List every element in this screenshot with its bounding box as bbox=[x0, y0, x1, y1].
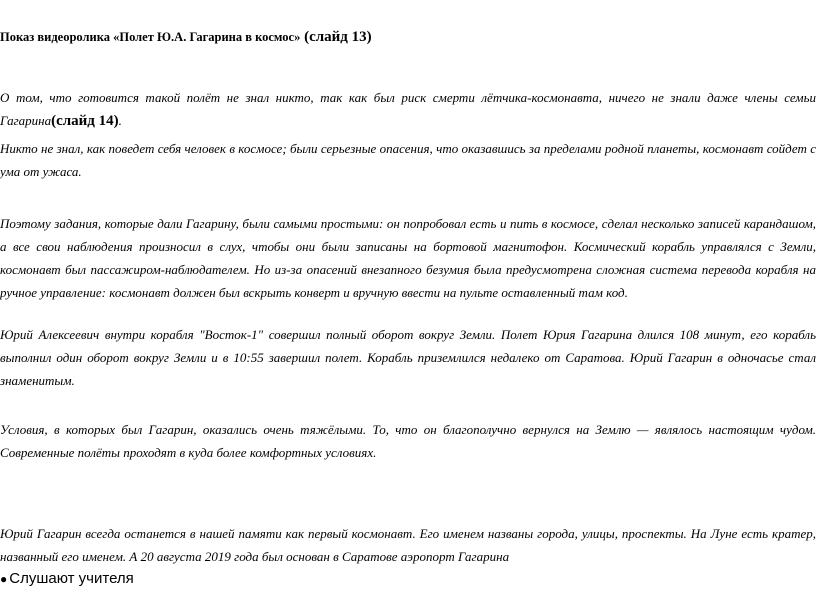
paragraph-conditions: Условия, в которых был Гагарин, оказались очень тяжёлыми. То, что он благополучно вернулся на Землю — являлось настоящим чудом. Современные полёты проходят в куда более комфортных условиях. bbox=[0, 422, 816, 460]
bullet-text: Слушают учителя bbox=[9, 570, 134, 587]
page-heading bbox=[0, 29, 816, 46]
paragraph-text: О том, что готовится такой полёт не знал никто, так как был риск смерти лётчика-космонавта, ничего не знали даже члены семьи Гагарина bbox=[0, 90, 816, 128]
bullet-item bbox=[0, 570, 816, 587]
paragraph-fear: Никто не знал, как поведет себя человек в космосе; были серьезные опасения, что оказавшись за пределами родной планеты, космонавт сойдет с ума от ужаса. bbox=[0, 141, 816, 179]
paragraph-end: . bbox=[118, 113, 122, 128]
paragraph-secrecy bbox=[0, 86, 816, 133]
paragraph-flight: Юрий Алексеевич внутри корабля "Восток-1" совершил полный оборот вокруг Земли. Полет Юрия Гагарина длился 108 минут, его корабль выполнил один оборот вокруг Земли и в 10:55 завершил полет. Корабль приземлился недалеко от Саратова. Юрий Гагарин в одночасье стал знаменитым. bbox=[0, 327, 816, 388]
paragraph-memory: Юрий Гагарин всегда останется в нашей памяти как первый космонавт. Его именем названы города, улицы, проспекты. На Луне есть кратер, названный его именем. А 20 августа 2019 года был основан в Саратове аэропорт Гагарина bbox=[0, 526, 816, 564]
slide-ref: (слайд 14) bbox=[51, 113, 119, 129]
paragraph-tasks: Поэтому задания, которые дали Гагарину, были самыми простыми: он попробовал есть и пить в космосе, сделал несколько записей карандашом, а все свои наблюдения произносил в слух, чтобы они были записаны на бортовой магнитофон. Космический корабль управлялся с Земли, космонавт был пассажиром-наблюдателем. Но из-за опасений внезапного безумия была предусмотрена сложная система перевода корабля на ручное управление: космонавт должен был вскрыть конверт и вручную ввести на пульте оставленный там код. bbox=[0, 216, 816, 300]
bullet-dot-icon: ● bbox=[0, 572, 8, 586]
heading-title: Показ видеоролика «Полет Ю.А. Гагарина в космос» bbox=[0, 30, 301, 44]
heading-slide-ref: (слайд 13) bbox=[300, 29, 372, 45]
